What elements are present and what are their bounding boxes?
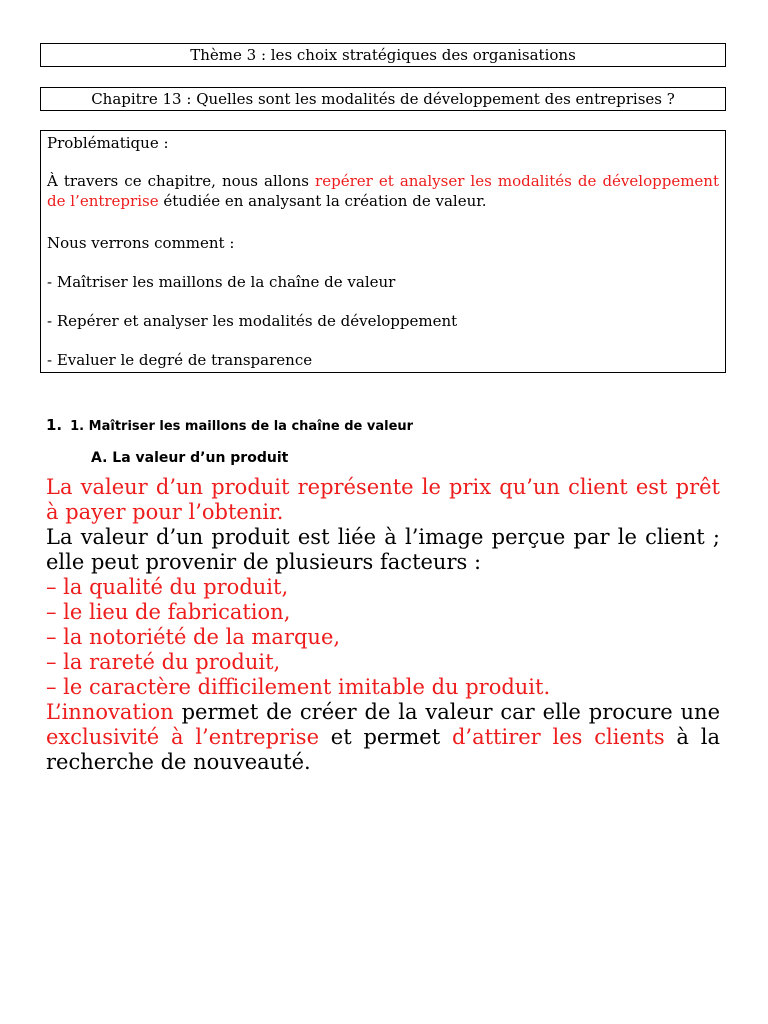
innovation-text-2: et permet: [319, 725, 452, 749]
factor-item-5: – le caractère difficilement imitable du produit.: [46, 675, 551, 699]
chapter-title-box: [40, 87, 726, 111]
intro-end: étudiée en analysant la création de valeur.: [158, 192, 487, 210]
spacer: [47, 211, 719, 233]
definition-text: La valeur d’un produit représente le prix qu’un client est prêt à payer pour l’obtenir.: [46, 475, 720, 524]
body-text: [46, 475, 720, 775]
intro-highlight: repérer et analyser les modalités de développement de l’entreprise: [47, 172, 719, 210]
factor-item-2: – le lieu de fabrication,: [46, 600, 291, 624]
chapter-title: Chapitre 13 : Quelles sont les modalités de développement des entreprises ?: [91, 90, 675, 108]
intro-start: À travers ce chapitre, nous allons: [47, 172, 316, 190]
problematique-item-2: - Repérer et analyser les modalités de développement: [47, 312, 458, 330]
innovation-highlight: L’innovation: [46, 700, 174, 724]
verrons-text: Nous verrons comment :: [47, 234, 235, 252]
problematique-intro: [47, 171, 719, 211]
theme-title-box: [40, 43, 726, 67]
attract-clients-highlight: d’attirer les clients: [451, 725, 665, 749]
subsection-heading: A. La valeur d’un produit: [91, 450, 289, 466]
problematique-box: [40, 130, 726, 373]
spacer: [47, 153, 719, 171]
section-number: 1.: [46, 416, 63, 434]
image-sentence: La valeur d’un produit est liée à l’image perçue par le client ; elle peut provenir de plusieurs facteurs :: [46, 525, 720, 574]
spacer: [47, 292, 719, 311]
innovation-text-1: permet de créer de la valeur car elle procure une: [173, 700, 720, 724]
theme-title: Thème 3 : les choix stratégiques des organisations: [190, 46, 576, 64]
factor-item-1: – la qualité du produit,: [46, 575, 289, 599]
spacer: [47, 331, 719, 350]
innovation-text-3: à la recherche de nouveauté.: [46, 725, 720, 774]
section-heading: [46, 415, 413, 437]
problematique-item-3: - Evaluer le degré de transparence: [47, 351, 313, 369]
problematique-item-1: - Maîtriser les maillons de la chaîne de valeur: [47, 273, 396, 291]
section-title: 1. Maîtriser les maillons de la chaîne de valeur: [70, 419, 414, 434]
exclusivity-highlight: exclusivité à l’entreprise: [46, 725, 319, 749]
factor-item-4: – la rareté du produit,: [46, 650, 281, 674]
spacer: [47, 253, 719, 272]
factor-item-3: – la notoriété de la marque,: [46, 625, 341, 649]
innovation-paragraph: [46, 700, 720, 775]
problematique-label: Problématique :: [47, 134, 169, 152]
